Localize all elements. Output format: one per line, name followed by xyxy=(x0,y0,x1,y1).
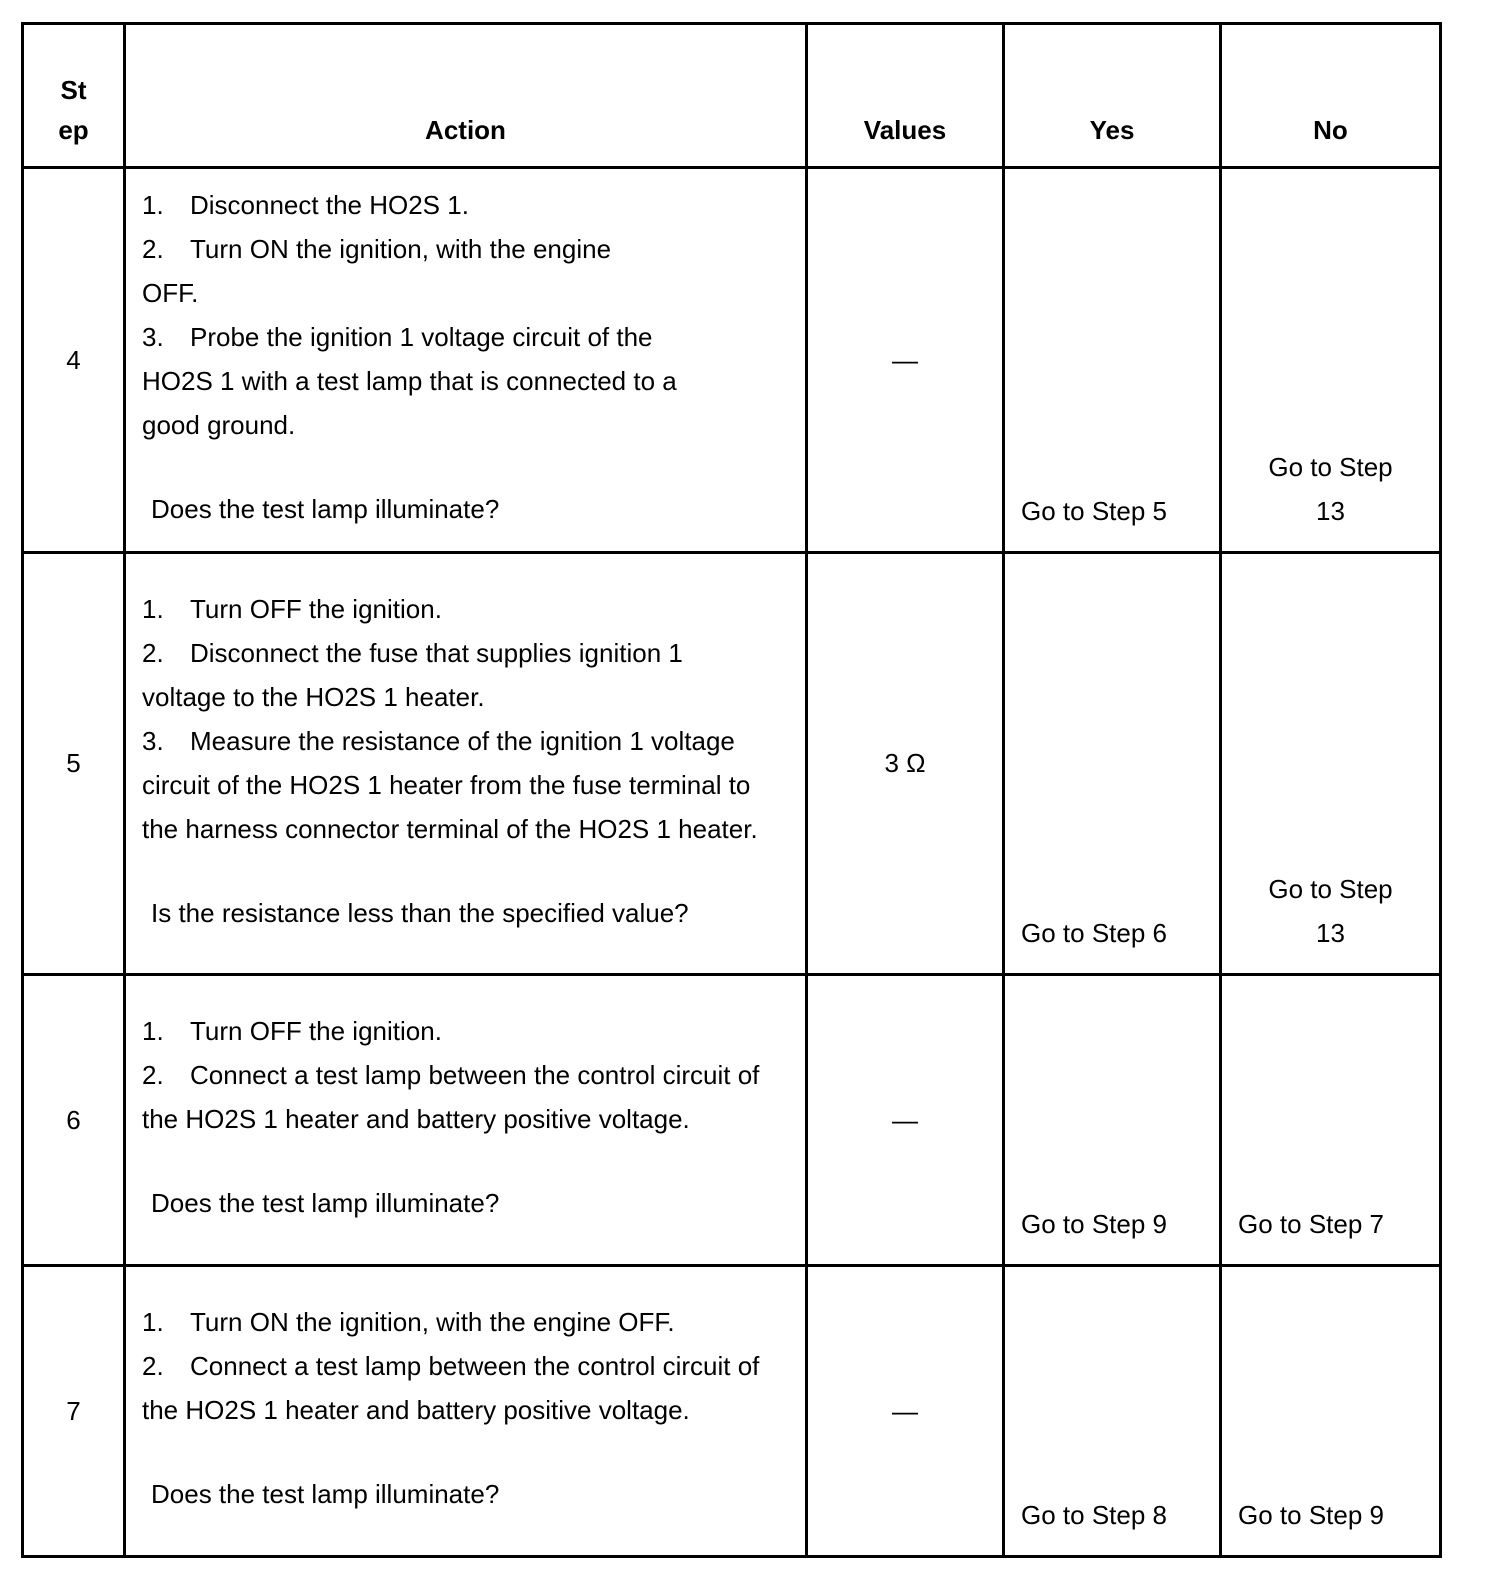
no-cell xyxy=(1221,553,1441,975)
step-number: 4 xyxy=(23,168,125,553)
no-text: Go to Step 13 xyxy=(1268,452,1393,526)
header-action: Action xyxy=(125,24,807,168)
action-item xyxy=(142,1009,785,1053)
action-item-text: Measure the resistance of the ignition 1 voltage circuit of the HO2S 1 heater from the fuse terminal to the harness connector terminal of the HO2S 1 heater. xyxy=(142,725,758,844)
value-cell: — xyxy=(807,168,1004,553)
action-item-number: 3. xyxy=(142,322,164,352)
yes-cell: Go to Step 5 xyxy=(1004,168,1221,553)
header-row xyxy=(23,24,1441,168)
action-item-text: Turn OFF the ignition. xyxy=(190,1016,442,1046)
action-cell xyxy=(125,1266,807,1557)
action-cell xyxy=(125,975,807,1266)
action-cell xyxy=(125,553,807,975)
table-row xyxy=(23,975,1441,1266)
action-item xyxy=(142,719,785,851)
action-item xyxy=(142,631,785,719)
action-item-number: 1. xyxy=(142,1307,164,1337)
header-no: No xyxy=(1221,24,1441,168)
no-cell xyxy=(1221,168,1441,553)
action-item-number: 1. xyxy=(142,1016,164,1046)
step-number: 5 xyxy=(23,553,125,975)
action-item xyxy=(142,1053,785,1141)
no-text: Go to Step 13 xyxy=(1268,874,1393,948)
value-cell: 3 Ω xyxy=(807,553,1004,975)
step-number: 6 xyxy=(23,975,125,1266)
action-item xyxy=(142,315,785,447)
action-item-number: 1. xyxy=(142,190,164,220)
action-question: Is the resistance less than the specified value? xyxy=(151,897,689,928)
action-item-number: 2. xyxy=(142,637,164,668)
action-item-number: 3. xyxy=(142,725,164,756)
table-row xyxy=(23,168,1441,553)
action-item-number: 2. xyxy=(142,1060,164,1090)
action-item-text: Connect a test lamp between the control circuit of the HO2S 1 heater and battery positive voltage. xyxy=(142,1351,760,1425)
no-cell: Go to Step 9 xyxy=(1221,1266,1441,1557)
action-item-number: 2. xyxy=(142,234,164,264)
action-item-text: Turn ON the ignition, with the engine OFF. xyxy=(190,1307,675,1337)
action-question: Does the test lamp illuminate? xyxy=(151,1188,500,1218)
header-values: Values xyxy=(807,24,1004,168)
action-cell xyxy=(125,168,807,553)
action-item-text: Disconnect the HO2S 1. xyxy=(190,190,469,220)
yes-cell: Go to Step 6 xyxy=(1004,553,1221,975)
header-step-line1: St xyxy=(60,75,87,105)
table-row xyxy=(23,553,1441,975)
action-question: Does the test lamp illuminate? xyxy=(151,494,500,524)
action-item xyxy=(142,183,785,227)
yes-cell: Go to Step 9 xyxy=(1004,975,1221,1266)
action-item xyxy=(142,587,785,631)
value-cell: — xyxy=(807,975,1004,1266)
action-item xyxy=(142,1344,785,1432)
action-item-text: Turn OFF the ignition. xyxy=(190,593,442,624)
action-item xyxy=(142,1300,785,1344)
action-item xyxy=(142,227,785,315)
step-number: 7 xyxy=(23,1266,125,1557)
value-cell: — xyxy=(807,1266,1004,1557)
action-item-number: 2. xyxy=(142,1351,164,1381)
header-step xyxy=(23,24,125,168)
table-row xyxy=(23,1266,1441,1557)
action-item-text: Disconnect the fuse that supplies ignition 1 voltage to the HO2S 1 heater. xyxy=(142,637,683,712)
diagnostic-table xyxy=(21,22,1442,1558)
action-item-text: Probe the ignition 1 voltage circuit of the HO2S 1 with a test lamp that is connected to a good ground. xyxy=(142,322,677,440)
header-step-line2: ep xyxy=(58,115,89,145)
no-cell: Go to Step 7 xyxy=(1221,975,1441,1266)
action-question: Does the test lamp illuminate? xyxy=(151,1479,500,1509)
yes-cell: Go to Step 8 xyxy=(1004,1266,1221,1557)
action-item-number: 1. xyxy=(142,593,164,624)
action-item-text: Connect a test lamp between the control circuit of the HO2S 1 heater and battery positive voltage. xyxy=(142,1060,760,1134)
action-item-text: Turn ON the ignition, with the engine OFF. xyxy=(142,234,612,308)
header-yes: Yes xyxy=(1004,24,1221,168)
